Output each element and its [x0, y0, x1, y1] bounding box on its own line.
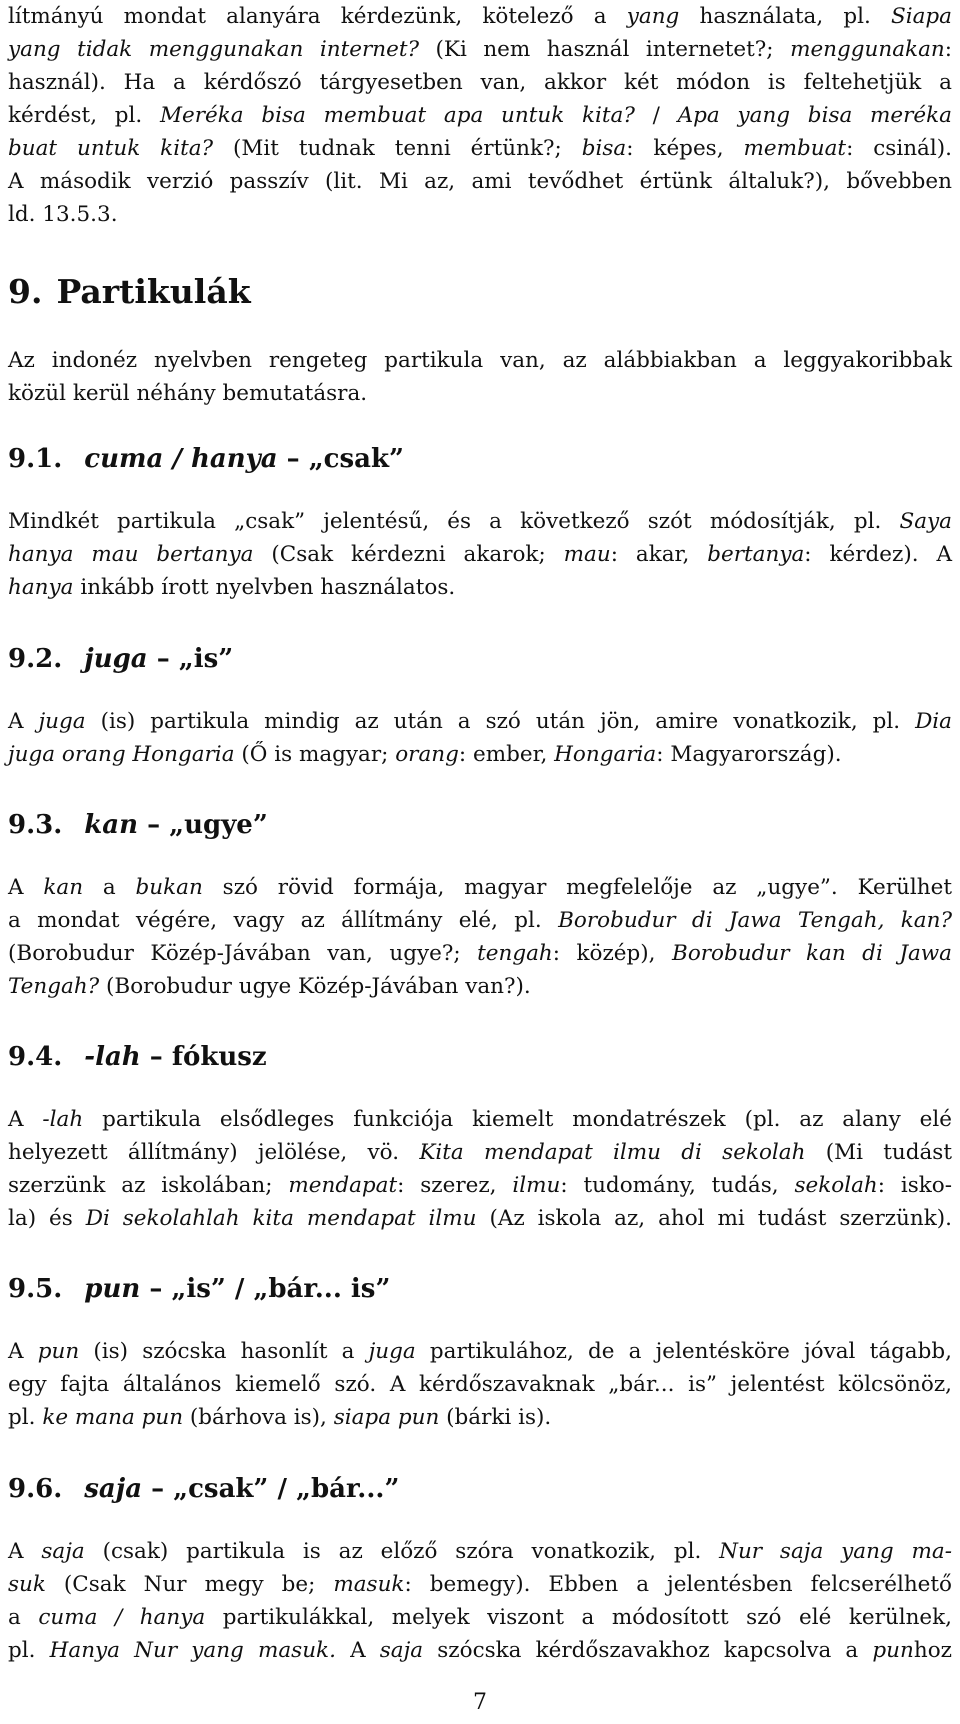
text-line: pl. Hanya Nur yang masuk. A saja szócska kérdőszavakhoz kapcsolva a punhoz [8, 1638, 952, 1663]
page-number: 7 [473, 1690, 487, 1715]
section-heading-9-3: 9.3. kan – „ugye” [8, 810, 268, 840]
section-heading-9-1: 9.1. cuma / hanya – „csak” [8, 444, 404, 474]
text-line: szerzünk az iskolában; mendapat: szerez, ilmu: tudomány, tudás, sekolah: isko- [8, 1173, 952, 1198]
text-line: ld. 13.5.3. [8, 202, 118, 227]
text-line: hanya mau bertanya (Csak kérdezni akarok; mau: akar, bertanya: kérdez). A [8, 542, 953, 567]
section-heading-9-2: 9.2. juga – „is” [8, 644, 234, 674]
text-line: a cuma / hanya partikulákkal, melyek viszont a módosított szó elé kerülnek, [8, 1605, 953, 1630]
text-line: A pun (is) szócska hasonlít a juga partikulához, de a jelentésköre jóval tágabb, [8, 1339, 952, 1364]
text-line: (Borobudur Közép-Jávában van, ugye?; tengah: közép), Borobudur kan di Jawa [8, 941, 952, 966]
text-line: buat untuk kita? (Mit tudnak tenni értünk?; bisa: képes, membuat: csinál). [8, 136, 952, 161]
text-line: kérdést, pl. Meréka bisa membuat apa untuk kita? / Apa yang bisa meréka [8, 103, 952, 128]
text-line: helyezett állítmány) jelölése, vö. Kita mendapat ilmu di sekolah (Mi tudást [8, 1140, 952, 1165]
text-line: hanya inkább írott nyelvben használatos. [8, 575, 456, 600]
text-line: lítmányú mondat alanyára kérdezünk, kötelező a yang használata, pl. Siapa [8, 4, 953, 29]
text-line: Az indonéz nyelvben rengeteg partikula van, az alábbiakban a leggyakoribbak [8, 348, 952, 373]
text-line: A saja (csak) partikula is az előző szóra vonatkozik, pl. Nur saja yang ma- [8, 1539, 952, 1564]
text-line: A -lah partikula elsődleges funkciója kiemelt mondatrészek (pl. az alany elé [8, 1107, 952, 1132]
section-heading-9-5: 9.5. pun – „is” / „bár... is” [8, 1274, 391, 1304]
text-line: A juga (is) partikula mindig az után a szó után jön, amire vonatkozik, pl. Dia [8, 709, 952, 734]
text-line: yang tidak menggunakan internet? (Ki nem használ internetet?; menggunakan: [8, 37, 953, 62]
chapter-number: 9. [8, 272, 43, 311]
text-line: egy fajta általános kiemelő szó. A kérdőszavaknak „bár... is” jelentést kölcsönöz, [8, 1372, 952, 1397]
chapter-title: Partikulák [56, 272, 251, 311]
chapter-heading [8, 272, 251, 312]
text-line: a mondat végére, vagy az állítmány elé, pl. Borobudur di Jawa Tengah, kan? [8, 908, 952, 933]
section-heading-9-4: 9.4. -lah – fókusz [8, 1042, 267, 1072]
text-line: juga orang Hongaria (Ő is magyar; orang: ember, Hongaria: Magyarország). [8, 742, 842, 767]
text-line: A második verzió passzív (lit. Mi az, ami tevődhet értünk általuk?), bővebben [8, 169, 952, 194]
text-line: Mindkét partikula „csak” jelentésű, és a következő szót módosítják, pl. Saya [8, 509, 952, 534]
text-line: Tengah? (Borobudur ugye Közép-Jávában van?). [8, 974, 531, 999]
text-line: la) és Di sekolahlah kita mendapat ilmu (Az iskola az, ahol mi tudást szerzünk). [8, 1206, 953, 1231]
text-line: közül kerül néhány bemutatásra. [8, 381, 368, 406]
text-line: használ). Ha a kérdőszó tárgyesetben van, akkor két módon is feltehetjük a [8, 70, 952, 95]
section-heading-9-6: 9.6. saja – „csak” / „bár...” [8, 1474, 400, 1504]
text-line: pl. ke mana pun (bárhova is), siapa pun (bárki is). [8, 1405, 552, 1430]
text-line: A kan a bukan szó rövid formája, magyar megfelelője az „ugye”. Kerülhet [8, 875, 952, 900]
text-line: suk (Csak Nur megy be; masuk: bemegy). Ebben a jelentésben felcserélhető [8, 1572, 952, 1597]
